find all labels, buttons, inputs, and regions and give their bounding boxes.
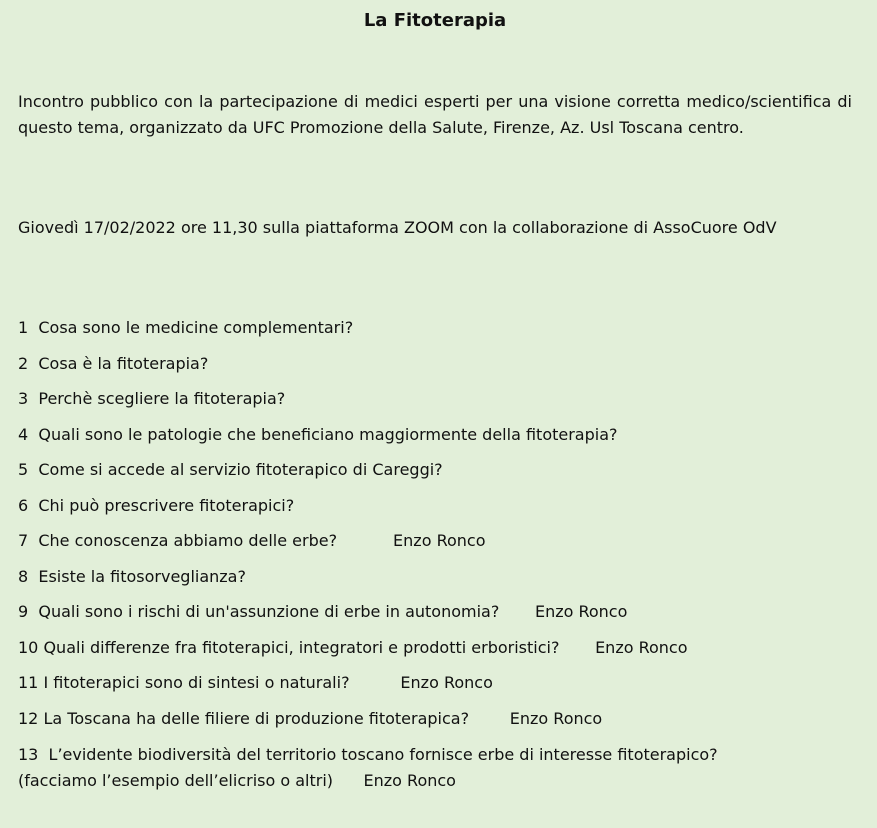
question-item [18, 707, 858, 743]
question-number: 13 [18, 745, 39, 764]
question-number: 7 [18, 531, 29, 550]
question-number: 1 [18, 318, 29, 337]
question-number: 11 [18, 673, 39, 692]
question-number: 4 [18, 424, 29, 444]
question-number: 12 [18, 708, 39, 728]
question-item [18, 458, 858, 494]
question-number: 8 [18, 566, 29, 586]
speaker-name: Enzo Ronco [595, 637, 688, 657]
question-item [18, 387, 858, 423]
question-text-continuation: (facciamo l’esempio dell’elicriso o altri) [18, 771, 334, 790]
question-item [18, 423, 858, 459]
page-title: La Fitoterapia [363, 10, 507, 31]
question-item [18, 529, 858, 565]
question-number: 10 [18, 637, 39, 657]
question-text: Perchè scegliere la fitoterapia? [38, 389, 286, 408]
question-number: 5 [18, 460, 29, 479]
question-number: 3 [18, 389, 29, 408]
question-item [18, 671, 858, 707]
question-text: Quali differenze fra fitoterapici, integratori e prodotti erboristici? [43, 637, 560, 657]
question-text: Che conoscenza abbiamo delle erbe? [38, 531, 338, 550]
question-line-1 [18, 742, 858, 768]
question-text: I fitoterapici sono di sintesi o naturali? [43, 673, 350, 692]
question-text: Quali sono i rischi di un'assunzione di erbe in autonomia? [38, 602, 500, 621]
question-number: 2 [18, 353, 29, 373]
question-item [18, 742, 858, 794]
question-item [18, 636, 858, 672]
question-line-2 [18, 768, 858, 794]
question-number: 6 [18, 495, 29, 515]
speaker-name: Enzo Ronco [363, 771, 456, 790]
question-text: L’evidente biodiversità del territorio toscano fornisce erbe di interesse fitoterapico? [48, 745, 718, 764]
question-item [18, 494, 858, 530]
question-item [18, 316, 858, 352]
question-item [18, 565, 858, 601]
question-text: Chi può prescrivere fitoterapici? [38, 495, 295, 515]
question-number: 9 [18, 602, 29, 621]
question-item [18, 600, 858, 636]
intro-paragraph: Incontro pubblico con la partecipazione di medici esperti per una visione corretta medico/scientifica di questo tema, organizzato da UFC Promozione della Salute, Firenze, Az. Usl Toscana centro. [18, 92, 852, 137]
question-item [18, 352, 858, 388]
question-text: Come si accede al servizio fitoterapico di Careggi? [38, 460, 443, 479]
question-text: Cosa sono le medicine complementari? [38, 318, 354, 337]
speaker-name: Enzo Ronco [509, 708, 603, 728]
question-list [18, 316, 858, 794]
speaker-name: Enzo Ronco [393, 531, 486, 550]
question-text: Quali sono le patologie che beneficiano maggiormente della fitoterapia? [38, 424, 618, 444]
speaker-name: Enzo Ronco [400, 673, 493, 692]
question-text: Esiste la fitosorveglianza? [38, 566, 246, 586]
speaker-name: Enzo Ronco [534, 602, 628, 621]
question-text: La Toscana ha delle filiere di produzione fitoterapica? [43, 708, 470, 728]
question-text: Cosa è la fitoterapia? [38, 353, 209, 373]
event-date-line: Giovedì 17/02/2022 ore 11,30 sulla piattaforma ZOOM con la collaborazione di AssoCuore OdV [18, 218, 777, 237]
